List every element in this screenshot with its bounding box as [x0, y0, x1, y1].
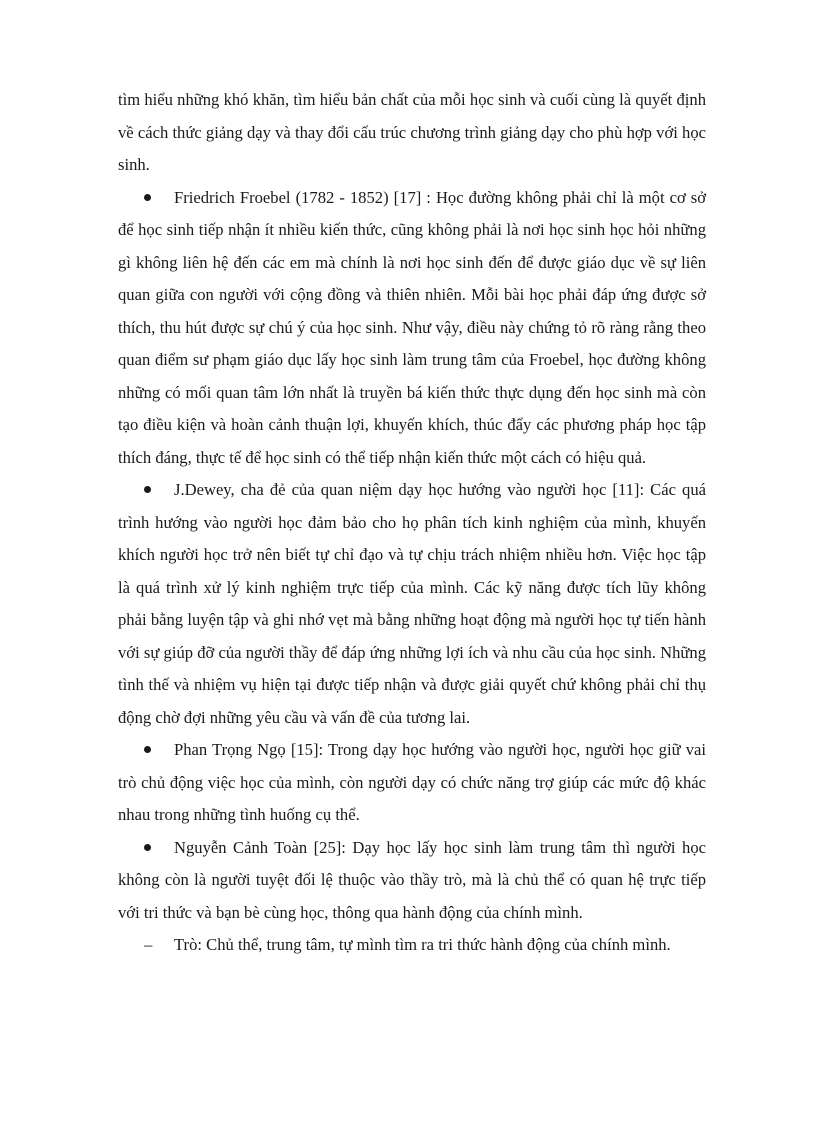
- paragraph-text: Friedrich Froebel (1782 - 1852) [17] : Học đường không phải chỉ là một cơ sở để học sinh tiếp nhận ít nhiều kiến thức, cũng không phải là nơi học sinh học hỏi những gì không liên hệ đến các em mà chính là nơi học sinh đến để được giáo dục về sự liên quan giữa con người với cộng đồng và thiên nhiên. Mỗi bài học phải đáp ứng được sở thích, thu hút được sự chú ý của học sinh. Như vậy, điều này chứng tỏ rõ ràng rằng theo quan điểm sư phạm giáo dục lấy học sinh làm trung tâm của Froebel, học đường không những có mối quan tâm lớn nhất là truyền bá kiến thức thực dụng đến học sinh mà còn tạo điều kiện và hoàn cảnh thuận lợi, khuyến khích, thúc đẩy các phương pháp học tập thích đáng, thực tế để học sinh có thể tiếp nhận kiến thức một cách có hiệu quả.: [118, 187, 706, 467]
- bullet-dot-icon: [144, 844, 151, 851]
- paragraph-text: Nguyễn Cảnh Toàn [25]: Dạy học lấy học sinh làm trung tâm thì người học không còn là người tuyệt đối lệ thuộc vào thầy trò, mà là chủ thể có quan hệ trực tiếp với tri thức và bạn bè cùng học, thông qua hành động của chính mình.: [118, 837, 706, 922]
- bullet-item-dewey: [118, 474, 706, 734]
- paragraph-text: tìm hiểu những khó khăn, tìm hiểu bản chất của mỗi học sinh và cuối cùng là quyết định về cách thức giảng dạy và thay đổi cấu trúc chương trình giảng dạy cho phù hợp với học sinh.: [118, 90, 706, 174]
- bullet-item-phan-trong-ngo: [118, 734, 706, 832]
- bullet-dot-icon: [144, 486, 151, 493]
- bullet-item-nguyen-canh-toan: [118, 832, 706, 930]
- dash-item-tro: [118, 929, 706, 962]
- bullet-item-froebel: [118, 182, 706, 475]
- paragraph-text: Trò: Chủ thể, trung tâm, tự mình tìm ra tri thức hành động của chính mình.: [174, 935, 671, 954]
- document-page: [118, 84, 706, 962]
- bullet-dot-icon: [144, 746, 151, 753]
- paragraph-text: J.Dewey, cha đẻ của quan niệm dạy học hướng vào người học [11]: Các quá trình hướng vào người học đảm bảo cho họ phân tích kinh nghiệm của mình, khuyến khích người học trở nên biết tự chỉ đạo và tự chịu trách nhiệm nhiều hơn. Việc học tập là quá trình xử lý kinh nghiệm trực tiếp của mình. Các kỹ năng được tích lũy không phải bằng luyện tập và ghi nhớ vẹt mà bằng những hoạt động mà người học tự tiến hành với sự giúp đỡ của người thầy để đáp ứng những lợi ích và nhu cầu của học sinh. Những tình thế và nhiệm vụ hiện tại được tiếp nhận và được giải quyết chứ không phải chỉ thụ động chờ đợi những yêu cầu và vấn đề của tương lai.: [118, 480, 706, 727]
- continuation-paragraph: [118, 84, 706, 182]
- dash-marker: –: [144, 935, 153, 954]
- paragraph-text: Phan Trọng Ngọ [15]: Trong dạy học hướng vào người học, người học giữ vai trò chủ động việc học của mình, còn người dạy có chức năng trợ giúp các mức độ khác nhau trong những tình huống cụ thể.: [118, 740, 706, 824]
- bullet-dot-icon: [144, 194, 151, 201]
